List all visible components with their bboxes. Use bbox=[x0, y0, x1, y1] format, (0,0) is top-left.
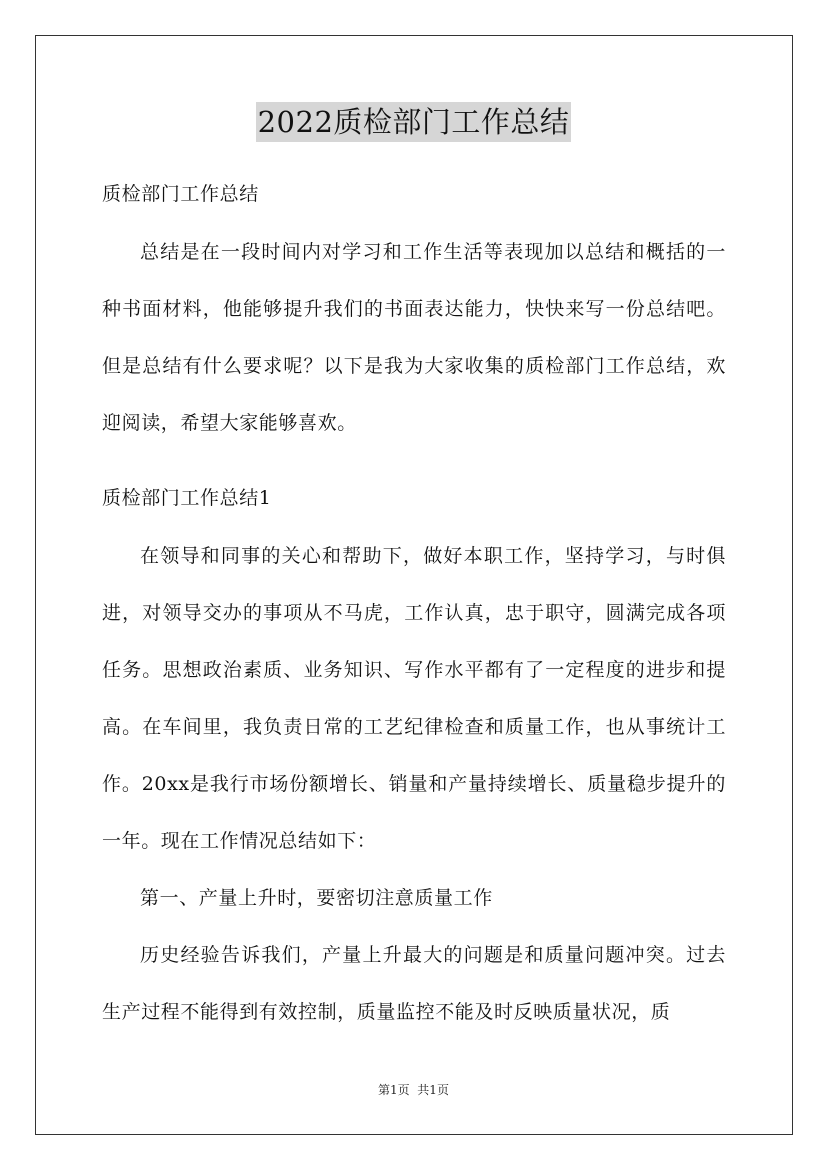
subtitle: 质检部门工作总结 bbox=[102, 183, 259, 205]
section-heading: 质检部门工作总结1 bbox=[102, 487, 272, 509]
point-paragraph: 历史经验告诉我们，产量上升最大的问题是和质量问题冲突。过去生产过程不能得到有效控制，质量监控不能及时反映质量状况，质 bbox=[102, 944, 726, 1023]
document-body bbox=[102, 172, 726, 1041]
section-paragraph: 在领导和同事的关心和帮助下，做好本职工作，坚持学习，与时俱进，对领导交办的事项从不马虎，工作认真，忠于职守，圆满完成各项任务。思想政治素质、业务知识、写作水平都有了一定程度的进步和提高。在车间里，我负责日常的工艺纪律检查和质量工作，也从事统计工作。20xx是我行市场份额增长、销量和产量持续增长、质量稳步提升的一年。现在工作情况总结如下： bbox=[102, 545, 726, 852]
point-heading: 第一、产量上升时，要密切注意质量工作 bbox=[140, 887, 493, 909]
spacer bbox=[102, 216, 726, 224]
page-footer: 第1页 共1页 bbox=[378, 1083, 449, 1097]
spacer bbox=[102, 452, 726, 476]
title-wrap bbox=[0, 102, 827, 142]
intro-paragraph: 总结是在一段时间内对学习和工作生活等表现加以总结和概括的一种书面材料，他能够提升我们的书面表达能力，快快来写一份总结吧。但是总结有什么要求呢？以下是我为大家收集的质检部门工作总结，欢迎阅读，希望大家能够喜欢。 bbox=[102, 241, 726, 434]
document-title: 2022质检部门工作总结 bbox=[256, 102, 572, 142]
spacer bbox=[102, 520, 726, 528]
